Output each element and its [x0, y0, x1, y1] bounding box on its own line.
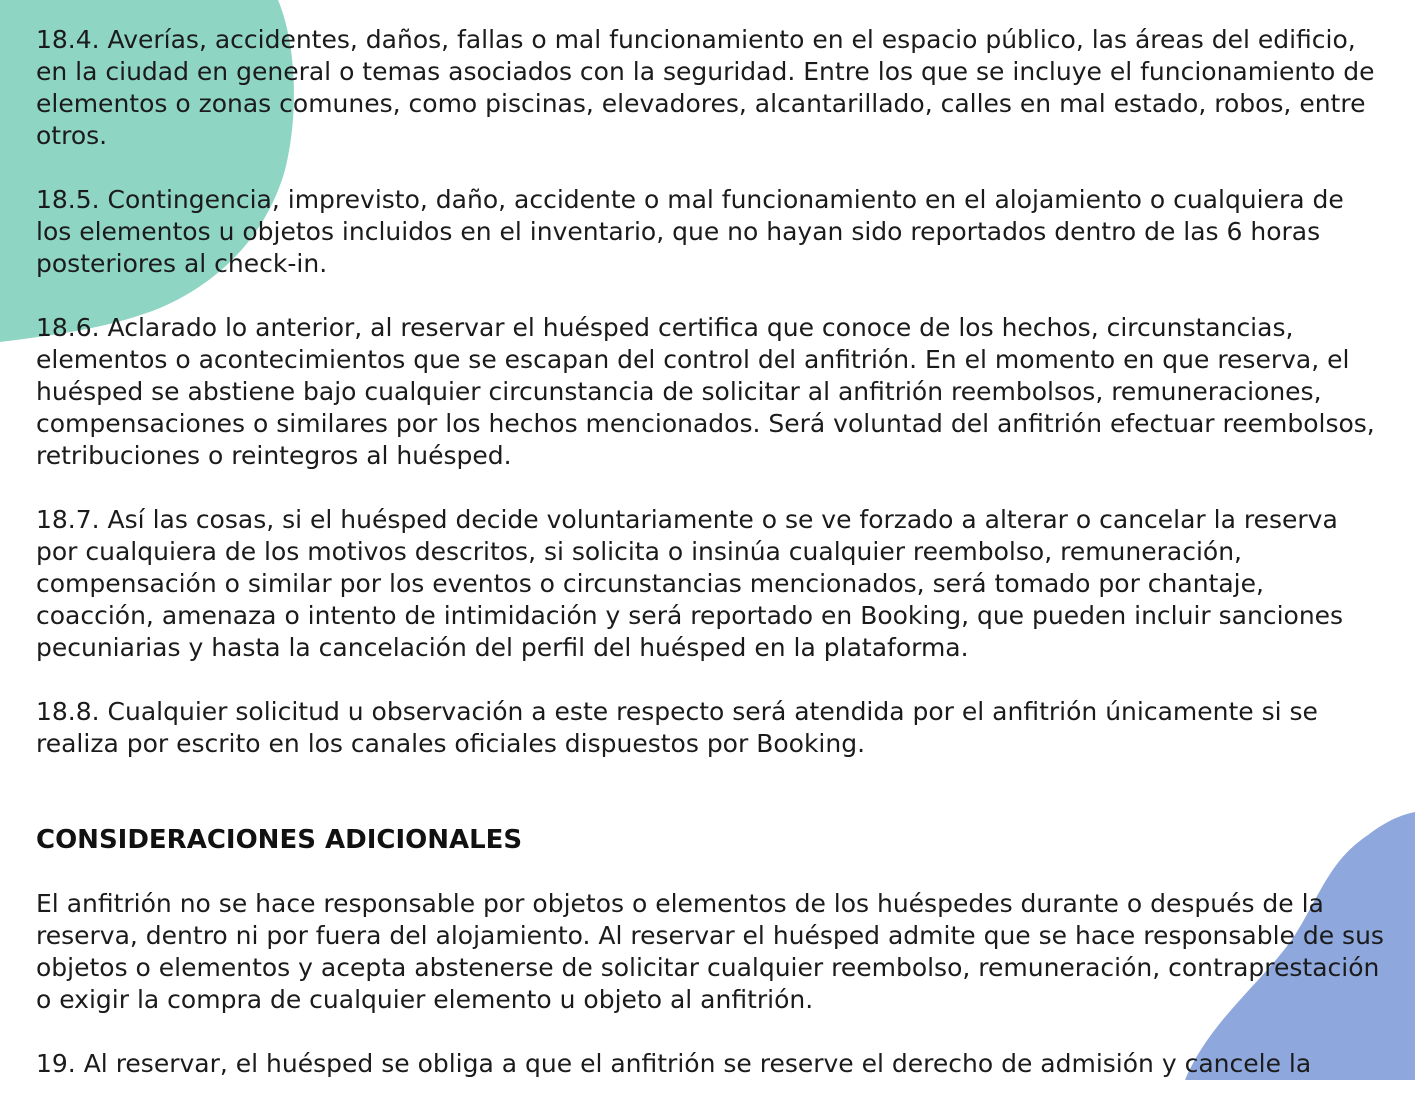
section-heading-consideraciones: CONSIDERACIONES ADICIONALES [36, 825, 523, 855]
paragraph-19: 19. Al reservar, el huésped se obliga a que el anfitrión se reserve el derecho de admisión y cancele la [36, 1049, 1312, 1078]
paragraph-18-7: 18.7. Así las cosas, si el huésped decide voluntariamente o se ve forzado a alterar o cancelar la reserva por cualquiera de los motivos descritos, si solicita o insinúa cualquier reembolso, remuneración, compensación o similar por los eventos o circunstancias mencionados, será tomado por chantaje, coacción, amenaza o intento de intimidación y será reportado en Booking, que pueden incluir sanciones pecuniarias y hasta la cancelación del perfil del huésped en la plataforma. [36, 505, 1344, 662]
paragraph-18-6: 18.6. Aclarado lo anterior, al reservar el huésped certifica que conoce de los hechos, circunstancias, elementos o acontecimientos que se escapan del control del anfitrión. En el momento en que reserva, el huésped se abstiene bajo cualquier circunstancia de solicitar al anfitrión reembolsos, remuneraciones, compensaciones o similares por los hechos mencionados. Será voluntad del anfitrión efectuar reembolsos, retribuciones o reintegros al huésped. [36, 313, 1375, 470]
paragraph-18-4: 18.4. Averías, accidentes, daños, fallas o mal funcionamiento en el espacio público, las áreas del edificio, en la ciudad en general o temas asociados con la seguridad. Entre los que se incluye el funcionamiento de elementos o zonas comunes, como piscinas, elevadores, alcantarillado, calles en mal estado, robos, entre otros. [36, 25, 1375, 150]
paragraph-18-5: 18.5. Contingencia, imprevisto, daño, accidente o mal funcionamiento en el alojamiento o cualquiera de los elementos u objetos incluidos en el inventario, que no hayan sido reportados dentro de las 6 horas posteriores al check-in. [36, 185, 1344, 278]
document-body [36, 24, 1386, 1112]
paragraph-18-8: 18.8. Cualquier solicitud u observación a este respecto será atendida por el anfitrión únicamente si se realiza por escrito en los canales oficiales dispuestos por Booking. [36, 697, 1318, 758]
paragraph-responsabilidad: El anfitrión no se hace responsable por objetos o elementos de los huéspedes durante o después de la reserva, dentro ni por fuera del alojamiento. Al reservar el huésped admite que se hace responsable de sus objetos o elementos y acepta abstenerse de solicitar cualquier reembolso, remuneración, contraprestación o exigir la compra de cualquier elemento u objeto al anfitrión. [36, 889, 1384, 1014]
